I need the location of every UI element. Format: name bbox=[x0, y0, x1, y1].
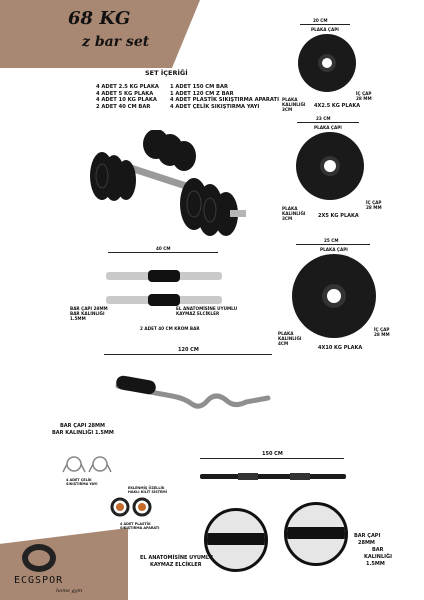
brand-tagline: home gym bbox=[56, 588, 83, 594]
dumbbell-bars-image bbox=[104, 266, 224, 310]
dumbbell-bar-length: 40 CM bbox=[156, 246, 171, 251]
list-item: 1 ADET 150 CM BAR bbox=[170, 84, 228, 90]
plate-large-bar-hole: PLAKA ÇAPI bbox=[320, 247, 348, 252]
z-bar-length: 120 CM bbox=[178, 347, 199, 353]
plate-small-dimension bbox=[300, 24, 350, 25]
long-bar-length: 150 CM bbox=[262, 451, 283, 457]
plate-medium-diameter: 23 CM bbox=[316, 116, 331, 121]
plate-large-image bbox=[292, 254, 376, 338]
plate-hole bbox=[327, 289, 341, 303]
grip-zoom-right bbox=[284, 502, 348, 566]
plate-medium-dimension bbox=[297, 122, 359, 123]
list-item: 4 ADET 5 KG PLAKA bbox=[96, 90, 154, 97]
set-subtitle: z bar set bbox=[82, 34, 150, 50]
dumbbell-bar-dimension bbox=[108, 252, 218, 253]
long-bar-spec-5: 1.5MM bbox=[366, 561, 385, 567]
grip-zoom-left bbox=[204, 508, 268, 572]
list-item: 4 ADET 10 KG PLAKA bbox=[96, 97, 157, 104]
plate-medium-hole: İÇ ÇAP 28 MM bbox=[366, 200, 382, 210]
plate-small-image bbox=[298, 34, 356, 92]
long-bar-grip-1: EL ANATOMİSİNE UYUMLU bbox=[140, 555, 213, 561]
z-bar-image bbox=[112, 372, 272, 422]
dumbbell-grip-note: EL ANATOMİSİNE UYUMLU KAYMAZ ELCİKLER bbox=[176, 306, 238, 316]
plate-large-hole: İÇ ÇAP 28 MM bbox=[374, 327, 390, 337]
springs-caption: 4 ADET ÇELİK SIKIŞTIRMA YAYI bbox=[66, 478, 98, 486]
list-item: 2 ADET 40 CM BAR bbox=[96, 103, 151, 110]
plastic-clamps-caption: 4 ADET PLASTİK SIKIŞTIRMA APARATI bbox=[120, 522, 160, 530]
contents-left-list bbox=[96, 84, 159, 110]
plate-small-label: 4X2.5 KG PLAKA bbox=[314, 103, 361, 109]
plate-hole bbox=[322, 58, 332, 68]
list-item: 4 ADET ÇELİK SIKIŞTIRMA YAYI bbox=[170, 103, 260, 110]
plastic-clamps-image bbox=[108, 496, 158, 518]
z-bar-spec-1: BAR ÇAPI 28MM bbox=[60, 423, 105, 429]
long-bar-image bbox=[198, 470, 348, 484]
clamp-feature-note: EKLENMİŞ ÖZELLİK HAKLI KİLİT SİSTEMİ bbox=[128, 486, 167, 494]
contents-title: SET İÇERİĞİ bbox=[145, 69, 188, 77]
grip-bar bbox=[284, 527, 348, 539]
plate-hole bbox=[324, 160, 336, 172]
long-bar-spec-3: BAR bbox=[372, 547, 384, 553]
dumbbell-bar-spec: BAR ÇAPI 28MM BAR KALINLIĞI 1.5MM bbox=[70, 306, 108, 321]
z-bar-spec-2: BAR KALINLIĞI 1.5MM bbox=[52, 430, 114, 436]
plate-small-bar-hole: PLAKA ÇAPI bbox=[311, 27, 339, 32]
z-bar-dimension bbox=[104, 354, 272, 355]
list-item: 4 ADET PLASTİK SIKIŞTIRMA APARATI bbox=[170, 97, 280, 104]
plate-large-dimension bbox=[296, 244, 370, 245]
plate-small-thickness: PLAKA KALINLIĞI 3CM bbox=[282, 97, 306, 112]
plate-medium-label: 2X5 KG PLAKA bbox=[318, 213, 359, 219]
plate-large-thickness: PLAKA KALINLIĞI 4CM bbox=[278, 331, 302, 346]
list-item: 1 ADET 120 CM Z BAR bbox=[170, 90, 234, 97]
long-bar-spec-2: 28MM bbox=[358, 540, 375, 546]
brand-logo-icon bbox=[22, 544, 56, 572]
dumbbell-pair-image bbox=[88, 130, 248, 238]
plate-medium-image bbox=[296, 132, 364, 200]
long-bar-dimension bbox=[200, 458, 344, 459]
set-weight-title: 68 KG bbox=[68, 8, 131, 29]
contents-right-list bbox=[170, 84, 279, 110]
dumbbell-bar-caption: 2 ADET 40 CM KROM BAR bbox=[140, 326, 200, 331]
plate-large-diameter: 25 CM bbox=[324, 238, 339, 243]
plate-small-diameter: 20 CM bbox=[313, 18, 328, 23]
plate-medium-thickness: PLAKA KALINLIĞI 3CM bbox=[282, 206, 306, 221]
long-bar-spec-4: KALINLIĞI bbox=[364, 554, 392, 560]
logo-inner bbox=[28, 550, 50, 566]
long-bar-grip-2: KAYMAZ ELCİKLER bbox=[150, 562, 202, 568]
list-item: 4 ADET 2.5 KG PLAKA bbox=[96, 84, 159, 90]
brand-name: ECGSPOR bbox=[14, 575, 64, 586]
grip-bar bbox=[204, 533, 268, 545]
plate-medium-bar-hole: PLAKA ÇAPI bbox=[314, 125, 342, 130]
plate-small-hole: İÇ ÇAP 28 MM bbox=[356, 91, 372, 101]
long-bar-spec-1: BAR ÇAPI bbox=[354, 533, 381, 539]
spring-clips-image bbox=[62, 452, 114, 476]
plate-large-label: 4X10 KG PLAKA bbox=[318, 345, 363, 351]
